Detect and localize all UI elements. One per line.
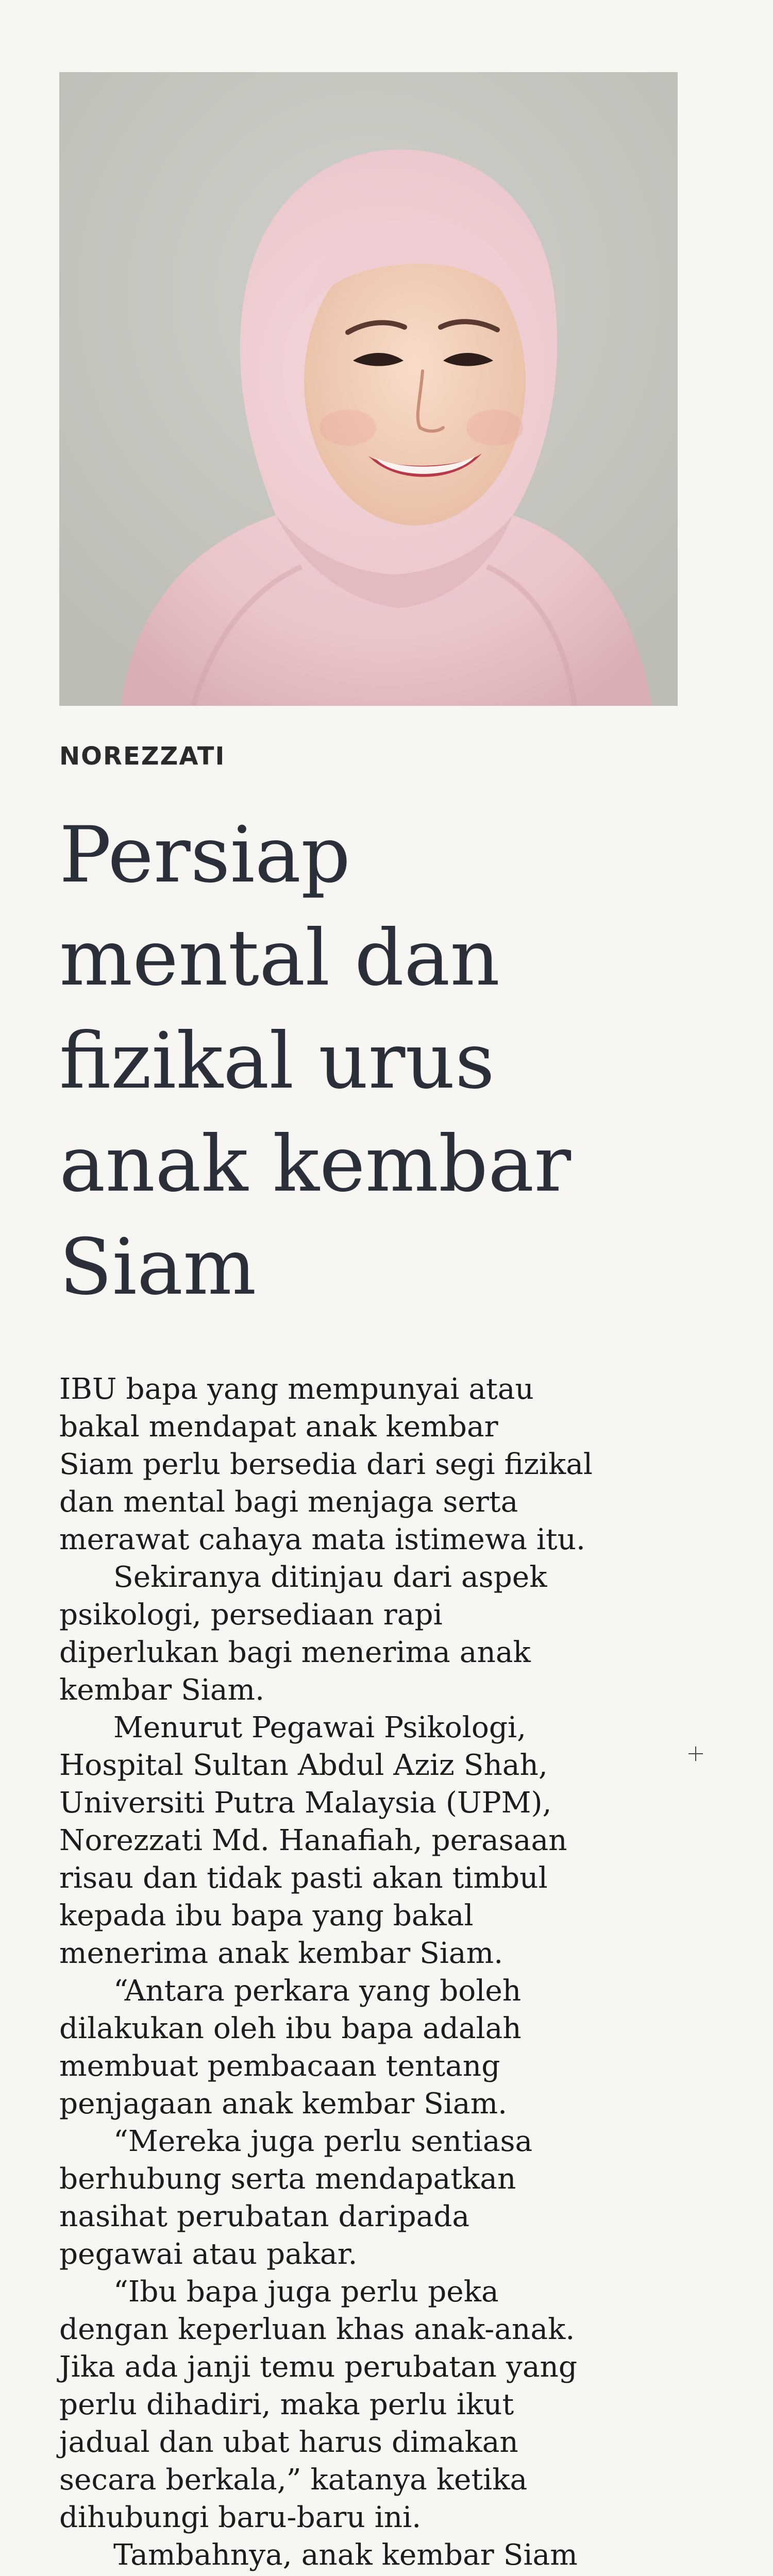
body-line: nasihat perubatan daripada [59,2200,470,2233]
body-line: perlu dihadiri, maka perlu ikut [59,2388,514,2421]
registration-mark-icon [688,1747,703,1761]
body-line: psikologi, persediaan rapi [59,1598,443,1632]
body-line: “Mereka juga perlu sentiasa [113,2125,533,2158]
body-line: Universiti Putra Malaysia (UPM), [59,1786,552,1820]
body-line: dengan keperluan khas anak-anak. [59,2313,575,2346]
body-line: “Ibu bapa juga perlu peka [113,2275,499,2309]
body-line [59,2574,698,2576]
body-line: merawat cahaya mata istimewa itu. [59,1523,585,1556]
body-line: dilakukan oleh ibu bapa adalah [59,2012,522,2045]
body-line: Jika ada janji temu perubatan yang [59,2350,578,2384]
body-line: Hospital Sultan Abdul Aziz Shah, [59,1749,548,1782]
body-line: penjagaan anak kembar Siam. [59,2087,508,2121]
body-line: Sekiranya ditinjau dari aspek [113,1561,547,1594]
body-line: bakal mendapat anak kembar [59,1410,498,1444]
body-line: membuat pembacaan tentang [59,2049,500,2083]
body-line: IBU bapa yang mempunyai atau [59,1372,534,1406]
body-line: dihubungi baru-baru ini. [59,2501,422,2534]
body-line: risau dan tidak pasti akan timbul [59,1861,548,1895]
body-line: berhubung serta mendapatkan [59,2162,516,2196]
headline-line: Siam [59,1223,257,1312]
portrait-photo [59,72,678,706]
body-line: Menurut Pegawai Psikologi, [113,1711,527,1744]
headline [59,804,719,1319]
body-line: menerima anak kembar Siam. [59,1937,503,1970]
body-line: Tambahnya, anak kembar Siam [113,2538,578,2572]
body-line: diperlukan bagi menerima anak [59,1636,531,1669]
body-line: Norezzati Md. Hanafiah, perasaan [59,1824,567,1857]
portrait-illustration [59,72,678,706]
body-line: pegawai atau pakar. [59,2238,358,2271]
body-line: jadual dan ubat harus dimakan [59,2426,518,2459]
headline-line: Persiap [59,810,351,900]
headline-line: anak kembar [59,1120,572,1209]
body-line: kepada ibu bapa yang bakal [59,1899,474,1933]
body-line: dan mental bagi menjaga serta [59,1485,518,1519]
body-line: “Antara perkara yang boleh [113,1974,522,2008]
headline-line: fizikal urus [59,1016,495,1106]
body-line: secara berkala,” katanya ketika [59,2463,528,2497]
photo-caption: NOREZZATI [59,742,226,771]
headline-line: mental dan [59,913,500,1003]
article-body [59,1370,698,2576]
body-line: Siam perlu bersedia dari segi fizikal [59,1448,593,1481]
body-line: kembar Siam. [59,1673,265,1707]
